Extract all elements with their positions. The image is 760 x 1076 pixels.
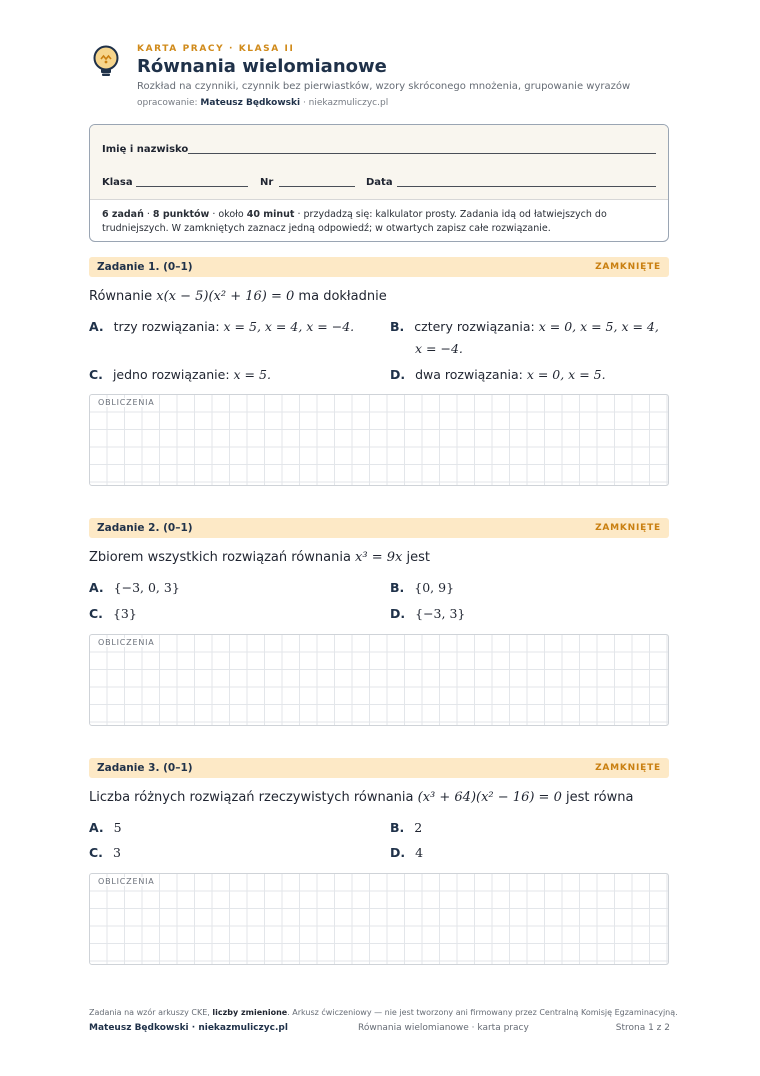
option-text: cztery rozwiązania:	[414, 319, 539, 334]
name-label: Imię i nazwisko	[102, 144, 189, 155]
task-1-option-b-continuation	[415, 341, 463, 356]
page-subtitle: Rozkład na czynniki, czynnik bez pierwiastków, wzory skróconego mnożenia, grupowanie wyrazów	[137, 81, 631, 92]
option-letter: A.	[89, 820, 104, 835]
footer-document-name: Równania wielomianowe · karta pracy	[358, 1023, 529, 1033]
option-math: {0, 9}	[414, 580, 455, 595]
option-letter: B.	[390, 319, 405, 334]
option-math: 4	[415, 845, 424, 860]
option-math: 2	[414, 820, 423, 835]
class-label: Klasa	[102, 177, 133, 188]
task-count: 6 zadań	[102, 209, 144, 220]
author-site: · niekazmuliczyc.pl	[302, 98, 389, 108]
task-1-equation: x(x − 5)(x² + 16) = 0	[156, 289, 295, 304]
task-2-title: Zadanie 2. (0–1)	[97, 522, 193, 534]
option-letter: A.	[89, 580, 104, 595]
footer-author: Mateusz Będkowski · niekazmuliczyc.pl	[89, 1023, 288, 1033]
task-1-question	[89, 289, 387, 304]
task-2-question-end: jest	[402, 550, 430, 565]
option-math: x = 5.	[233, 367, 271, 382]
points-total: 8 punktów	[152, 209, 210, 220]
task-1-work-area[interactable]	[89, 394, 669, 486]
task-3-title: Zadanie 3. (0–1)	[97, 762, 193, 774]
nr-field[interactable]	[279, 186, 355, 187]
task-3-option-d[interactable]	[390, 845, 423, 860]
page-title: Równania wielomianowe	[137, 56, 387, 77]
worksheet-instructions	[102, 208, 652, 236]
footer-disclaimer	[89, 1008, 678, 1017]
byline	[137, 98, 388, 108]
nr-label: Nr	[260, 177, 274, 188]
disclaimer-text: Zadania na wzór arkuszy CKE,	[89, 1008, 213, 1017]
task-3-question-end: jest równa	[561, 790, 634, 805]
student-fields	[90, 125, 668, 200]
option-letter: C.	[89, 845, 103, 860]
task-3-option-b[interactable]	[390, 820, 422, 835]
option-text: jedno rozwiązanie:	[112, 367, 234, 382]
name-field[interactable]	[188, 153, 656, 154]
option-math: x = 0, x = 5.	[526, 367, 606, 382]
task-1-title: Zadanie 1. (0–1)	[97, 261, 193, 273]
option-math: x = −4.	[415, 341, 463, 356]
work-area-label: OBLICZENIA	[98, 877, 155, 886]
task-3-type-badge: ZAMKNIĘTE	[595, 763, 661, 773]
byline-prefix: opracowanie:	[137, 98, 198, 108]
task-2-work-area[interactable]	[89, 634, 669, 726]
option-text: trzy rozwiązania:	[113, 319, 224, 334]
option-math: 3	[112, 845, 121, 860]
task-2-equation: x³ = 9x	[355, 550, 403, 565]
task-2-option-c[interactable]	[89, 606, 137, 621]
option-text: dwa rozwiązania:	[415, 367, 527, 382]
instructions-line1: · przydadzą się: kalkulator prosty. Zadania idą od łatwiejszych do	[294, 209, 607, 220]
student-info-box	[89, 124, 669, 242]
task-3-option-a[interactable]	[89, 820, 122, 835]
task-2-option-a[interactable]	[89, 580, 180, 595]
option-math: {−3, 0, 3}	[113, 580, 180, 595]
page-number: Strona 1 z 2	[615, 1023, 670, 1033]
class-field[interactable]	[136, 186, 248, 187]
option-math: x = 0, x = 5, x = 4,	[538, 319, 659, 334]
option-letter: D.	[390, 606, 406, 621]
task-1-option-d[interactable]	[390, 367, 606, 382]
option-letter: C.	[89, 606, 103, 621]
task-2-question	[89, 550, 430, 565]
task-1-option-c[interactable]	[89, 367, 271, 382]
date-label: Data	[366, 177, 393, 188]
option-letter: B.	[390, 580, 405, 595]
task-2-question-text: Zbiorem wszystkich rozwiązań równania	[89, 550, 356, 565]
task-1-option-a[interactable]	[89, 319, 354, 334]
lightbulb-icon	[90, 44, 122, 78]
task-3-question-text: Liczba różnych rozwiązań rzeczywistych równania	[89, 790, 418, 805]
task-3-equation: (x³ + 64)(x² − 16) = 0	[417, 790, 562, 805]
task-1-question-end: ma dokładnie	[294, 289, 387, 304]
task-2-option-b[interactable]	[390, 580, 454, 595]
author-name: Mateusz Będkowski	[200, 98, 301, 108]
instructions-line2: trudniejszych. W zamkniętych zaznacz jedną odpowiedź; w otwartych zapisz całe rozwiązanie.	[102, 223, 551, 234]
option-math: {−3, 3}	[415, 606, 466, 621]
option-letter: A.	[89, 319, 104, 334]
work-area-label: OBLICZENIA	[98, 638, 155, 647]
task-2-type-badge: ZAMKNIĘTE	[595, 523, 661, 533]
option-letter: C.	[89, 367, 103, 382]
time-prefix: · około	[209, 209, 247, 220]
time-limit: 40 minut	[246, 209, 295, 220]
disclaimer-text-end: . Arkusz ćwiczeniowy — nie jest tworzony ani firmowany przez Centralną Komisję Egzaminacyjną.	[287, 1008, 678, 1017]
task-1-option-b[interactable]	[390, 319, 659, 334]
option-letter: D.	[390, 367, 406, 382]
task-1-header	[89, 257, 669, 277]
task-1-question-text: Równanie	[89, 289, 157, 304]
option-math: x = 5, x = 4, x = −4.	[223, 319, 355, 334]
task-3-question	[89, 790, 633, 805]
option-math: {3}	[112, 606, 137, 621]
work-area-label: OBLICZENIA	[98, 398, 155, 407]
task-3-work-area[interactable]	[89, 873, 669, 965]
task-3-header	[89, 758, 669, 778]
task-1-type-badge: ZAMKNIĘTE	[595, 262, 661, 272]
date-field[interactable]	[397, 186, 656, 187]
option-letter: B.	[390, 820, 405, 835]
task-2-option-d[interactable]	[390, 606, 465, 621]
note-separator: ·	[143, 209, 153, 220]
task-2-header	[89, 518, 669, 538]
option-letter: D.	[390, 845, 406, 860]
worksheet-kicker: KARTA PRACY · KLASA II	[137, 44, 295, 54]
option-math: 5	[113, 820, 122, 835]
task-3-option-c[interactable]	[89, 845, 121, 860]
disclaimer-emphasis: liczby zmienione	[212, 1008, 288, 1017]
